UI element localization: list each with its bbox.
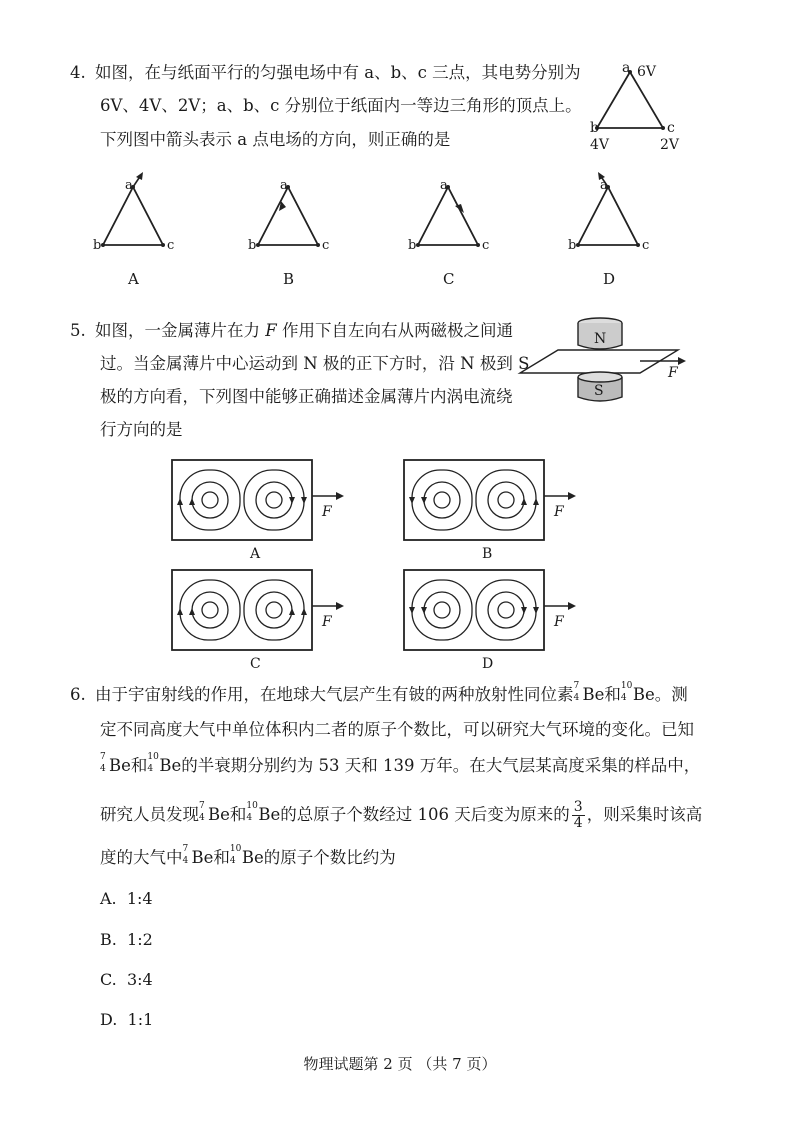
q5-option-d-diagram (402, 568, 592, 673)
q5-north-label: N (594, 331, 607, 347)
q6-option-b: B. 1:2 (100, 930, 153, 949)
svg-text:F: F (322, 504, 332, 520)
svg-text:c: c (322, 238, 330, 253)
q5-option-b-diagram (402, 458, 592, 563)
q4-line-3: 下列图中箭头表示 a 点电场的方向，则正确的是 (100, 130, 451, 149)
q6-fraction: $\frac{3}{4}$ (573, 799, 583, 831)
q4-option-a-label: A (128, 270, 139, 288)
svg-text:a: a (280, 178, 288, 193)
q6-line-1: 由于宇宙射线的作用，在地球大气层产生有铍的两种放射性同位素 7 4 Be和 10 4 Be。测 (95, 681, 688, 704)
svg-text:a: a (600, 178, 608, 193)
q5-option-b-label: B (482, 546, 493, 562)
svg-text:b: b (408, 238, 417, 253)
svg-text:c: c (642, 238, 650, 253)
svg-text:c: c (167, 238, 175, 253)
q6-line-5: 度的大气中 7 4 Be和 10 4 Be的原子个数比约为 (100, 844, 396, 867)
svg-text:a: a (440, 178, 448, 193)
q6-number: 6. (70, 685, 86, 704)
svg-text:b: b (568, 238, 577, 253)
q4-option-a-diagram (95, 175, 175, 295)
svg-text:a: a (125, 178, 133, 193)
q5-force-label: F (668, 365, 678, 381)
q4-option-b-diagram (250, 175, 330, 295)
q5-option-a-label: A (250, 546, 261, 562)
q5-south-label: S (594, 383, 604, 399)
q4-option-c-label: C (443, 270, 455, 288)
q5-line-4: 行方向的是 (100, 420, 183, 439)
q4-line-1: 如图，在与纸面平行的匀强电场中有 a、b、c 三点，其电势分别为 (95, 63, 581, 82)
q6-option-d: D. 1:1 (100, 1010, 154, 1029)
q4-ref-va: 6V (637, 64, 657, 80)
q4-option-b-label: B (283, 270, 295, 288)
q5-line-3: 极的方向看，下列图中能够正确描述金属薄片内涡电流绕 (100, 387, 513, 406)
q4-option-d-diagram (570, 175, 650, 295)
q5-option-d-label: D (482, 656, 494, 672)
q5-line-2: 过。当金属薄片中心运动到 N 极的正下方时，沿 N 极到 S (100, 354, 530, 373)
q4-line-2: 6V、4V、2V；a、b、c 分别位于纸面内一等边三角形的顶点上。 (100, 96, 582, 115)
q6-line-2: 定不同高度大气中单位体积内二者的原子个数比，可以研究大气环境的变化。已知 (100, 720, 694, 739)
q6-line-3: 7 4 Be和 10 4 Be的半衰期分别约为 53 天和 139 万年。在大气层某高度采集的样品中， (100, 752, 701, 775)
svg-text:b: b (93, 238, 102, 253)
q5-option-c-label: C (250, 656, 261, 672)
q6-option-c: C. 3:4 (100, 970, 153, 989)
q5-line-1: 如图，一金属薄片在力 F 作用下自左向右从两磁极之间通 (95, 321, 513, 340)
svg-text:F: F (554, 614, 564, 630)
q5-number: 5. (70, 321, 86, 340)
q4-option-c-diagram (410, 175, 490, 295)
q5-option-a-diagram (170, 458, 360, 563)
q4-reference-triangle (590, 60, 700, 155)
svg-text:F: F (322, 614, 332, 630)
svg-text:F: F (554, 504, 564, 520)
q4-ref-vb: 4V (590, 137, 610, 153)
q4-ref-c: c (667, 120, 675, 136)
q4-number: 4. (70, 63, 86, 82)
q4-option-d-label: D (603, 270, 616, 288)
q5-option-c-diagram (170, 568, 360, 673)
q6-line-4: 研究人员发现 7 4 Be和 10 4 Be的总原子个数经过 106 天后变为原来的 $\frac{3}{4}$ ，则采集时该高 (100, 799, 703, 831)
page-footer: 物理试题第 2 页 （共 7 页） (303, 1055, 497, 1073)
q4-ref-vc: 2V (660, 137, 680, 153)
svg-text:b: b (248, 238, 257, 253)
q4-ref-a: a (622, 60, 631, 76)
svg-text:c: c (482, 238, 490, 253)
q5-magnet-diagram (520, 315, 690, 415)
q4-ref-b: b (590, 120, 599, 136)
q6-option-a: A. 1:4 (100, 889, 153, 908)
